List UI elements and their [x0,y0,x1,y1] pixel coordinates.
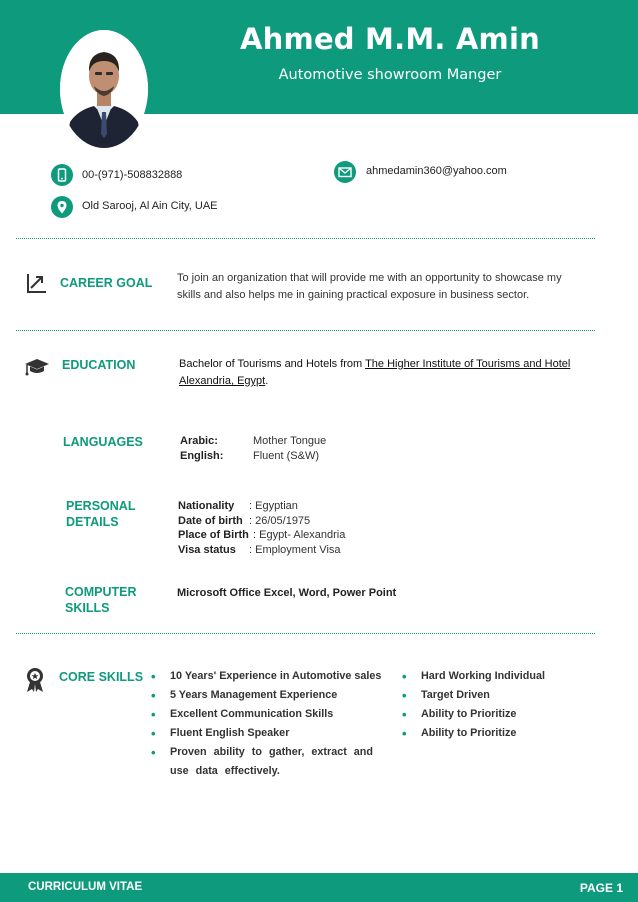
list-item: • Fluent English Speaker [149,724,395,743]
award-ribbon-icon [24,667,46,698]
location-pin-icon [51,196,73,218]
computer-skills-title-line2: SKILLS [65,601,110,615]
detail-row [178,543,345,558]
footer-bar [0,873,638,902]
list-item: • Ability to Prioritize [400,705,600,724]
language-row [180,434,326,449]
list-item: • Proven ability to gather, extract and use data effectively. [149,743,395,781]
detail-label: Nationality [178,500,235,512]
phone-icon [51,164,73,186]
career-goal-title: CAREER GOAL [60,276,153,290]
personal-details-title [66,498,135,530]
footer-label: CURRICULUM VITAE [28,881,143,893]
detail-label: Place of Birth [178,529,249,541]
career-goal-text: To join an organization that will provide me with an opportunity to showcase my skills and also helps me in gaining practical exposure in business sector. [177,272,562,301]
education-degree: Bachelor of Tourisms and Hotels from [179,358,366,370]
detail-value: : Egypt- Alexandria [253,529,346,541]
education-title: EDUCATION [62,358,136,372]
detail-row [178,528,345,543]
detail-value: : 26/05/1975 [249,514,311,527]
language-row [180,449,326,464]
envelope-icon [334,161,356,183]
page-number: PAGE 1 [579,881,623,895]
email-address[interactable]: ahmedamin360@yahoo.com [366,165,507,177]
graduation-cap-icon [24,358,50,383]
candidate-name: Ahmed M.M. Amin [240,22,540,56]
job-title: Automotive showroom Manger [278,67,502,83]
trend-arrow-icon [26,272,48,299]
section-divider [16,238,595,239]
list-item: • Ability to Prioritize [400,724,600,743]
list-item: • 10 Years' Experience in Automotive sales [149,667,395,686]
computer-skills-text: Microsoft Office Excel, Word, Power Point [177,587,397,599]
detail-value: : Employment Visa [249,543,341,556]
detail-row [178,499,345,514]
profile-photo [60,30,148,148]
core-skills-title: CORE SKILLS [59,670,144,684]
core-skills-right-list [400,667,600,743]
personal-details-title-line2: DETAILS [66,515,119,529]
personal-details-title-line1: PERSONAL [66,499,136,513]
language-label: Arabic: [180,435,218,447]
detail-value: : Egyptian [249,500,298,512]
list-item: • 5 Years Management Experience [149,686,395,705]
personal-details-list [178,499,345,557]
section-divider [16,633,595,634]
address: Old Sarooj, Al Ain City, UAE [82,200,218,212]
education-suffix: . [265,375,269,387]
section-divider [16,330,595,331]
education-institution-link[interactable]: The Higher Institute of Tourisms and Hotel Alexandria, Egypt [179,358,571,387]
language-level: Fluent (S&W) [253,449,320,462]
language-level: Mother Tongue [253,435,327,447]
computer-skills-title [65,584,137,616]
detail-row [178,514,345,529]
language-label: English: [180,449,224,462]
list-item: • Target Driven [400,686,600,705]
phone-number: 00-(971)-508832888 [82,169,183,181]
list-item: • Hard Working Individual [400,667,600,686]
languages-title: LANGUAGES [63,435,143,449]
detail-label: Visa status [178,543,236,556]
list-item: • Excellent Communication Skills [149,705,395,724]
languages-list [180,434,326,463]
computer-skills-title-line1: COMPUTER [65,585,137,599]
core-skills-left-list [149,667,395,781]
education-text [179,356,579,390]
detail-label: Date of birth [178,514,243,527]
